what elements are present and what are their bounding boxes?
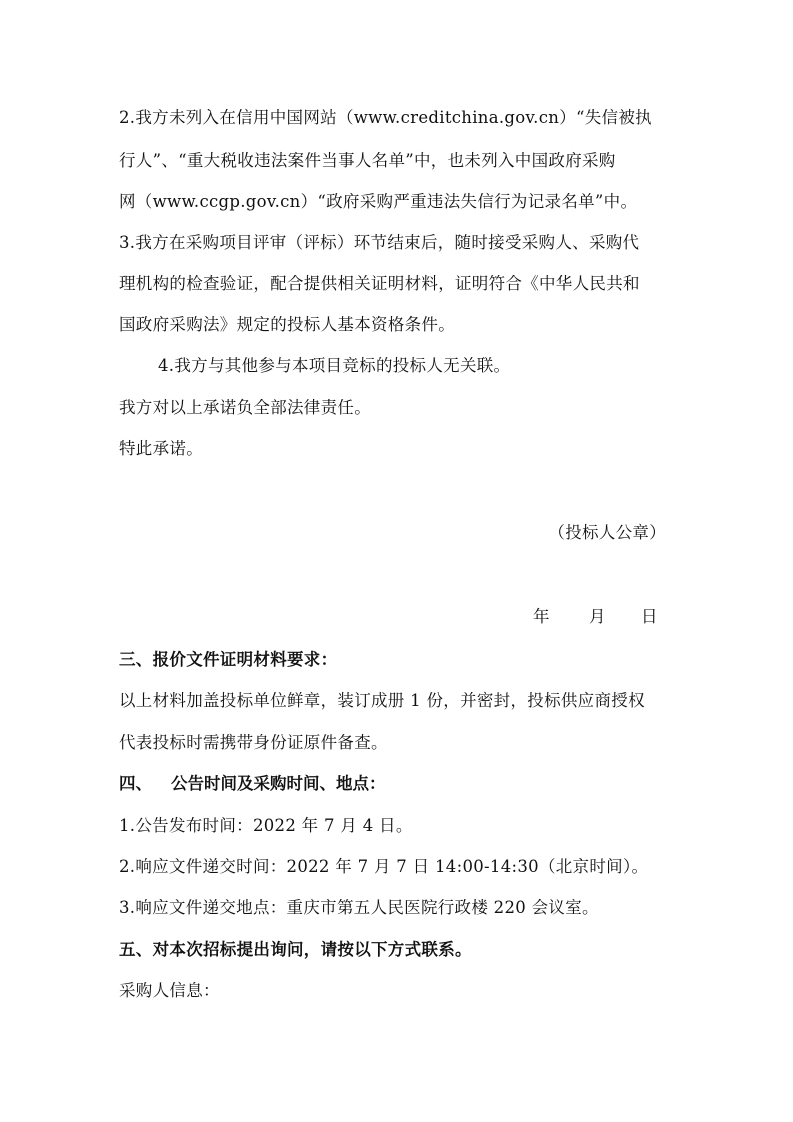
date-month-label: 月 [589, 607, 606, 626]
section-4-number: 四、 [119, 774, 152, 793]
paragraph-4: 4.我方与其他参与本项目竞标的投标人无关联。 [158, 356, 511, 375]
section-3-line-2: 代表投标时需携带身份证原件备查。 [119, 733, 388, 752]
section-3-line-1: 以上材料加盖投标单位鲜章，装订成册 1 份，并密封，投标供应商授权 [119, 691, 645, 710]
section-5-heading: 五、对本次招标提出询问，请按以下方式联系。 [119, 940, 472, 959]
paragraph-3-line-1: 3.我方在采购项目评审（评标）环节结束后，随时接受采购人、采购代 [119, 233, 640, 252]
hereby-statement: 特此承诺。 [119, 439, 203, 458]
section-4-item-3: 3.响应文件递交地点：重庆市第五人民医院行政楼 220 会议室。 [119, 898, 599, 917]
date-year-label: 年 [533, 607, 550, 626]
section-4-title: 公告时间及采购时间、地点： [171, 774, 386, 793]
section-4-item-1: 1.公告发布时间：2022 年 7 月 4 日。 [119, 816, 413, 835]
paragraph-2-line-1: 2.我方未列入在信用中国网站（www.creditchina.gov.cn）“失信被执 [119, 108, 652, 127]
paragraph-2-line-2: 行人”、“重大税收违法案件当事人名单”中，也未列入中国政府采购 [119, 151, 616, 170]
bidder-seal-label: （投标人公章） [548, 523, 666, 542]
section-3-heading: 三、报价文件证明材料要求： [119, 650, 338, 669]
paragraph-3-line-2: 理机构的检查验证，配合提供相关证明材料，证明符合《中华人民共和 [119, 274, 640, 293]
date-day-label: 日 [641, 607, 658, 626]
commitment-statement: 我方对以上承诺负全部法律责任。 [119, 398, 371, 417]
paragraph-3-line-3: 国政府采购法》规定的投标人基本资格条件。 [119, 315, 455, 334]
paragraph-2-line-3: 网（www.ccgp.gov.cn）“政府采购严重违法失信行为记录名单”中。 [119, 192, 638, 211]
section-4-item-2: 2.响应文件递交时间：2022 年 7 月 7 日 14:00-14:30（北京时间）。 [119, 857, 649, 876]
buyer-info-label: 采购人信息： [119, 981, 220, 1000]
